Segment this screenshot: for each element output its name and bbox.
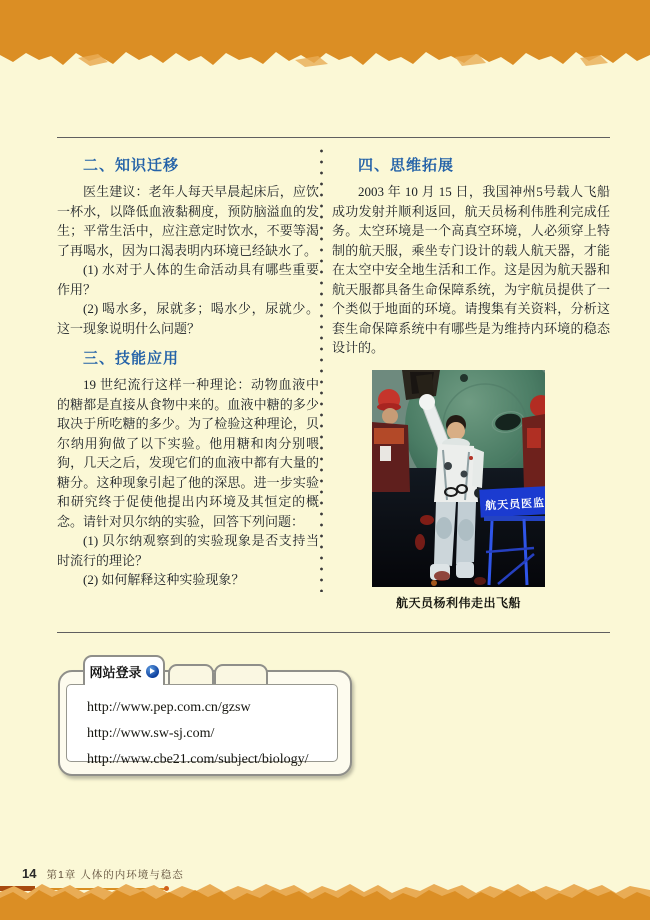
skill-application-question-2: (2) 如何解释这种实验现象？ bbox=[83, 572, 245, 587]
footer-rule bbox=[0, 886, 650, 894]
url-panel bbox=[66, 684, 338, 767]
go-icon bbox=[146, 665, 159, 678]
website-login-box bbox=[58, 655, 350, 775]
website-link-swsj[interactable]: http://www.sw-sj.com/ bbox=[87, 726, 215, 741]
tab-website-login[interactable] bbox=[83, 655, 165, 685]
astronaut-photo bbox=[372, 370, 545, 587]
page-footer bbox=[0, 866, 650, 894]
skill-application-paragraph: 19 世纪流行这样一种理论：动物血液中的糖都是直接从食物中来的。血液中糖的多少取决于所吃糖的多少。为了检验这种理论，贝尔纳用狗做了以下实验。他用糖和肉分别喂狗，几天之后，发现它们的血液中都有大量的糖分。这种现象引起了他的深思。进一步实验和研究终于促使他提出内环境及其恒定的概念。请针对贝尔纳的实验，回答下列问题： bbox=[57, 377, 319, 529]
website-link-cbe21[interactable]: http://www.cbe21.com/subject/biology/ bbox=[87, 752, 309, 767]
thinking-expansion-paragraph: 2003 年 10 月 15 日，我国神州5号载人飞船成功发射并顺利返回，航天员杨利伟胜利完成任务。太空环境是一个高真空环境，人必须穿上特制的航天服，乘坐专门设计的载人航天器，才能在太空中安全地生活和工作。这是因为航天器和航天服都具备生命保障系统，为宇航员提供了一个类似于地面的环境。请搜集有关资料，分析这套生命保障系统中有哪些是为维持内环境的稳态设计的。 bbox=[332, 184, 610, 355]
website-link-pep[interactable]: http://www.pep.com.cn/gzsw bbox=[87, 700, 251, 715]
section-heading-knowledge-transfer: 二、知识迁移 bbox=[83, 157, 180, 174]
footer-rule-bar bbox=[0, 886, 35, 891]
footer-rule-line bbox=[35, 888, 165, 890]
knowledge-transfer-question-2: (2) 喝水多，尿就多；喝水少，尿就少。这一现象说明什么问题？ bbox=[57, 301, 319, 336]
two-column-content bbox=[57, 148, 610, 611]
tab-website-login-label: 网站登录 bbox=[89, 664, 142, 680]
knowledge-transfer-question-1: (1) 水对于人体的生命活动具有哪些重要作用？ bbox=[57, 262, 319, 297]
top-torn-band bbox=[0, 0, 650, 72]
content-bottom-rule bbox=[57, 632, 610, 633]
chapter-title: 第1章 人体的内环境与稳态 bbox=[46, 869, 184, 881]
dotted-column-divider bbox=[320, 148, 323, 592]
right-column bbox=[332, 148, 610, 611]
section-heading-skill-application: 三、技能应用 bbox=[83, 350, 180, 367]
astronaut-photo-figure bbox=[372, 370, 545, 611]
left-column bbox=[57, 148, 319, 590]
content-top-rule bbox=[57, 137, 610, 138]
photo-banner-text: 航天员医监 bbox=[484, 496, 545, 512]
photo-caption: 航天员杨利伟走出飞船 bbox=[395, 595, 521, 610]
page-number: 14 bbox=[22, 866, 37, 881]
footer-rule-dot bbox=[164, 886, 169, 891]
blank-tab-1 bbox=[168, 664, 214, 685]
knowledge-transfer-paragraph: 医生建议：老年人每天早晨起床后，应饮一杯水，以降低血液黏稠度，预防脑溢血的发生；平常生活中，应注意定时饮水，不要等渴了再喝水，因为口渴表明内环境已经缺水了。 bbox=[57, 184, 319, 258]
blank-tab-2 bbox=[214, 664, 268, 685]
section-heading-thinking-expansion: 四、思维拓展 bbox=[358, 157, 455, 174]
skill-application-question-1: (1) 贝尔纳观察到的实验现象是否支持当时流行的理论？ bbox=[57, 533, 319, 568]
